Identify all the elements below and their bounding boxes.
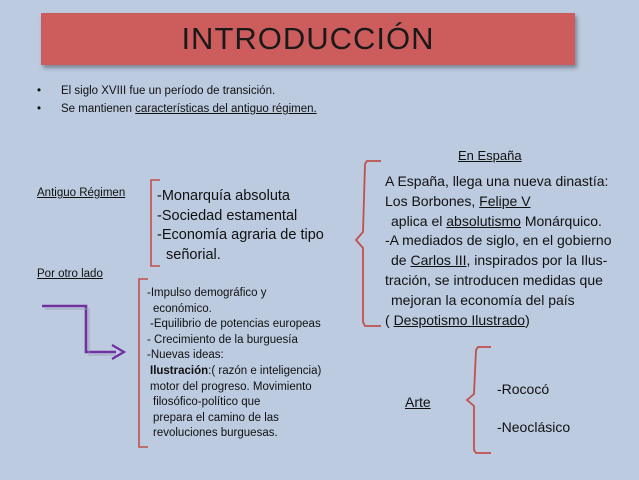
otro-lado-list bbox=[147, 286, 321, 442]
text-line: A España, llega una nueva dinastía: bbox=[385, 173, 609, 189]
label-por-otro-lado: Por otro lado bbox=[37, 268, 103, 280]
page-title: INTRODUCCIÓN bbox=[181, 21, 435, 56]
text-line bbox=[385, 192, 611, 212]
list-item: económico. bbox=[153, 302, 212, 315]
label-arte: Arte bbox=[405, 394, 431, 410]
despotismo-link: Despotismo Ilustrado bbox=[393, 311, 526, 328]
antiguo-regimen-list bbox=[157, 187, 324, 265]
list-item: -Economía agraria de tipo bbox=[157, 227, 324, 243]
list-item: señorial. bbox=[166, 246, 221, 263]
list-item: -Equilibrio de potencias europeas bbox=[150, 318, 321, 331]
list-item: -Sociedad estamental bbox=[157, 207, 298, 224]
espana-heading: En España bbox=[458, 148, 522, 163]
text-span: ( bbox=[385, 311, 394, 328]
list-item: revoluciones burguesas. bbox=[153, 427, 278, 440]
bullet-text: El siglo XVIII fue un período de transición. bbox=[61, 85, 276, 97]
text-span: , inspirados por la Ilus- bbox=[466, 252, 608, 269]
text-span: ) bbox=[525, 311, 530, 328]
list-item: -Nuevas ideas: bbox=[147, 349, 224, 362]
text-span: aplica el bbox=[391, 212, 447, 229]
list-item: -Monarquía absoluta bbox=[157, 188, 290, 204]
ilustracion-rest: :( razón e inteligencia) bbox=[208, 364, 322, 377]
text-line: mejoran la economía del país bbox=[391, 291, 575, 308]
text-line bbox=[385, 311, 611, 331]
text-span: de bbox=[391, 252, 411, 269]
text-line: tración, se introducen medidas que bbox=[385, 271, 603, 288]
arte-item-rococo: -Rococó bbox=[497, 381, 550, 397]
bullet-dot-icon: • bbox=[37, 85, 42, 97]
arte-item-neoclasico: -Neoclásico bbox=[497, 419, 571, 435]
list-item: filosófico-político que bbox=[153, 396, 261, 409]
ilustracion-bold: Ilustración bbox=[150, 364, 209, 377]
text-line bbox=[385, 251, 611, 271]
text-span: Monárquico. bbox=[520, 212, 602, 229]
list-item: - Crecimiento de la burguesía bbox=[147, 333, 298, 346]
bullet-dot-icon: • bbox=[37, 103, 42, 115]
list-item: prepara el camino de las bbox=[153, 411, 279, 424]
arrow-line-icon bbox=[42, 306, 116, 352]
list-item: motor del progreso. Movimiento bbox=[150, 380, 312, 393]
text-line bbox=[385, 212, 611, 232]
text-span: Los Borbones, bbox=[385, 192, 480, 209]
arrow-shadow-icon bbox=[45, 309, 116, 355]
felipe-v-link: Felipe V bbox=[479, 192, 531, 209]
text-line: -A mediados de siglo, en el gobierno bbox=[385, 232, 612, 249]
curly-bracket-arte-icon bbox=[467, 347, 491, 453]
bullet-prefix: Se mantienen bbox=[61, 103, 136, 115]
bullet-underlined: características del antiguo régimen. bbox=[135, 103, 317, 115]
carlos-iii-link: Carlos III bbox=[410, 252, 467, 269]
label-antiguo-regimen: Antiguo Régimen bbox=[37, 187, 126, 199]
list-item bbox=[147, 364, 321, 380]
espana-text bbox=[385, 172, 611, 330]
absolutismo-link: absolutismo bbox=[446, 212, 521, 229]
list-item: -Impulso demográfico y bbox=[147, 287, 267, 299]
curly-bracket-espana-icon bbox=[356, 161, 381, 326]
